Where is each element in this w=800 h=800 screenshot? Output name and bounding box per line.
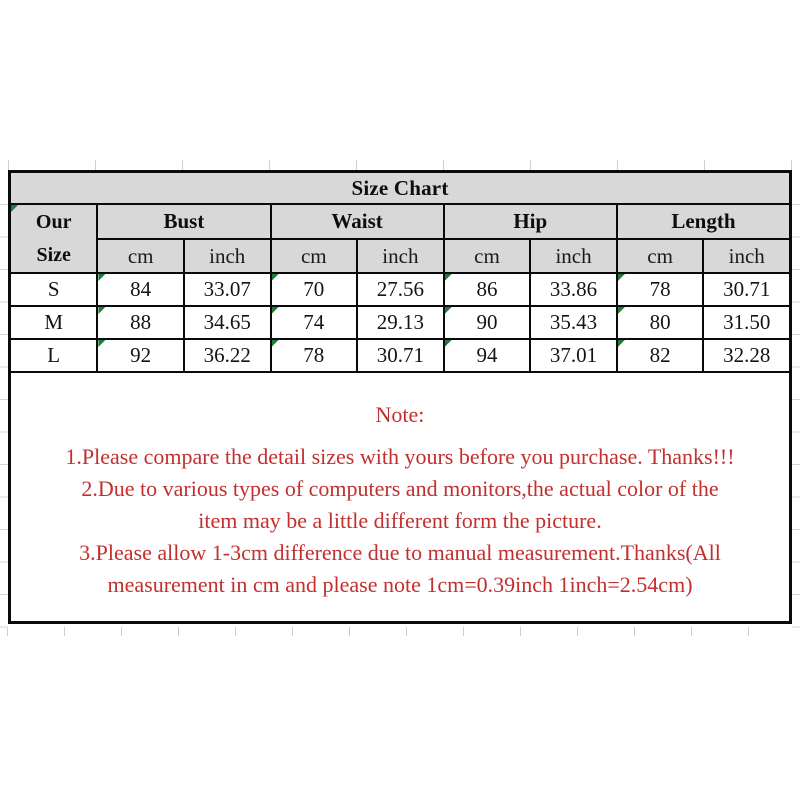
unit-header-hip-cm: cm xyxy=(444,239,531,273)
unit-header-hip-inch: inch xyxy=(530,239,617,273)
size-cell: 92 xyxy=(97,339,184,372)
sheet-gridline-stubs-left xyxy=(0,204,8,632)
header-hip: Hip xyxy=(444,204,617,239)
table-row-l xyxy=(10,339,790,372)
size-cell: 94 xyxy=(444,339,531,372)
size-chart-table xyxy=(9,171,791,373)
unit-header-bust-inch: inch xyxy=(184,239,271,273)
unit-header-waist-inch: inch xyxy=(357,239,444,273)
size-cell: 74 xyxy=(271,306,358,339)
note-line: 3.Please allow 1-3cm difference due to manual measurement.Thanks(All xyxy=(79,540,721,565)
row-label: S xyxy=(10,273,97,306)
size-cell: 31.50 xyxy=(703,306,790,339)
size-cell: 30.71 xyxy=(357,339,444,372)
note-section xyxy=(9,373,791,623)
sheet-gridline-stubs-right xyxy=(792,204,800,632)
header-bust: Bust xyxy=(97,204,270,239)
note-line: item may be a little different form the picture. xyxy=(198,508,602,533)
size-cell: 84 xyxy=(97,273,184,306)
size-cell: 80 xyxy=(617,306,704,339)
size-cell: 29.13 xyxy=(357,306,444,339)
note-heading: Note: xyxy=(375,402,425,427)
size-cell: 86 xyxy=(444,273,531,306)
header-our-size-line2: Size xyxy=(36,243,71,266)
header-waist: Waist xyxy=(271,204,444,239)
size-chart-panel xyxy=(8,170,792,624)
size-cell: 82 xyxy=(617,339,704,372)
size-cell: 34.65 xyxy=(184,306,271,339)
size-cell: 32.28 xyxy=(703,339,790,372)
table-row-s xyxy=(10,273,790,306)
size-cell: 33.86 xyxy=(530,273,617,306)
size-cell: 90 xyxy=(444,306,531,339)
note-line: 1.Please compare the detail sizes with yours before you purchase. Thanks!!! xyxy=(65,444,735,469)
unit-header-length-cm: cm xyxy=(617,239,704,273)
unit-header-length-inch: inch xyxy=(703,239,790,273)
unit-header-waist-cm: cm xyxy=(271,239,358,273)
table-row-m xyxy=(10,306,790,339)
header-length: Length xyxy=(617,204,790,239)
size-cell: 33.07 xyxy=(184,273,271,306)
size-cell: 88 xyxy=(97,306,184,339)
row-label: L xyxy=(10,339,97,372)
header-our-size xyxy=(10,204,97,273)
size-cell: 30.71 xyxy=(703,273,790,306)
sheet-gridline-stubs-bottom xyxy=(7,627,793,636)
chart-title: Size Chart xyxy=(10,172,790,204)
size-cell: 27.56 xyxy=(357,273,444,306)
size-cell: 36.22 xyxy=(184,339,271,372)
size-cell: 78 xyxy=(617,273,704,306)
note-line: measurement in cm and please note 1cm=0.39inch 1inch=2.54cm) xyxy=(107,572,693,597)
unit-header-bust-cm: cm xyxy=(97,239,184,273)
sheet-gridline-stubs-top xyxy=(8,160,792,170)
size-cell: 70 xyxy=(271,273,358,306)
size-cell: 35.43 xyxy=(530,306,617,339)
row-label: M xyxy=(10,306,97,339)
size-cell: 78 xyxy=(271,339,358,372)
note-line: 2.Due to various types of computers and monitors,the actual color of the xyxy=(81,476,719,501)
size-cell: 37.01 xyxy=(530,339,617,372)
header-our-size-line1: Our xyxy=(35,210,72,233)
